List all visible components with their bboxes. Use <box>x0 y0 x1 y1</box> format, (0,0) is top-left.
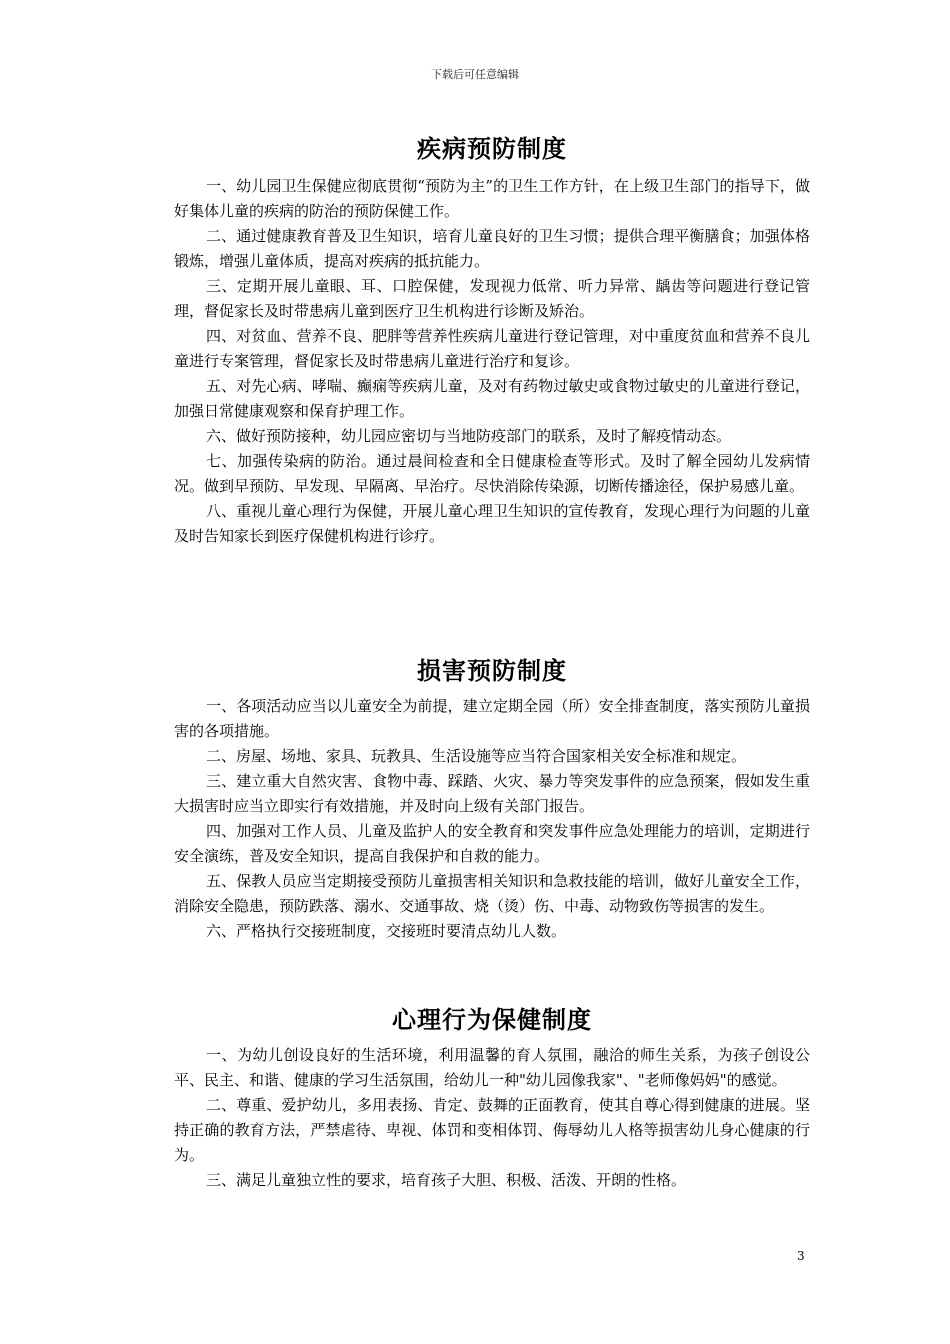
paragraph: 三、建立重大自然灾害、食物中毒、踩踏、火灾、暴力等突发事件的应急预案，假如发生重大损害时应当立即实行有效措施，并及时向上级有关部门报告。 <box>174 772 810 815</box>
paragraph: 六、严格执行交接班制度，交接班时要清点幼儿人数。 <box>206 922 567 940</box>
paragraph: 一、为幼儿创设良好的生活环境，利用温馨的育人氛围，融洽的师生关系，为孩子创设公平、民主、和谐、健康的学习生活氛围，给幼儿一种"幼儿园像我家"、"老师像妈妈"的感觉。 <box>174 1046 810 1089</box>
paragraph: 四、对贫血、营养不良、肥胖等营养性疾病儿童进行登记管理，对中重度贫血和营养不良儿童进行专案管理，督促家长及时带患病儿童进行治疗和复诊。 <box>174 327 810 370</box>
paragraph: 一、各项活动应当以儿童安全为前提，建立定期全园（所）安全排查制度，落实预防儿童损害的各项措施。 <box>174 697 810 740</box>
paragraph: 六、做好预防接种，幼儿园应密切与当地防疫部门的联系，及时了解疫情动态。 <box>206 427 732 445</box>
section-title: 疾病预防制度 <box>417 134 567 163</box>
section-title: 心理行为保健制度 <box>392 1005 592 1034</box>
paragraph: 五、对先心病、哮喘、癫痫等疾病儿童，及对有药物过敏史或食物过敏史的儿童进行登记，加强日常健康观察和保育护理工作。 <box>174 377 810 420</box>
paragraph: 一、幼儿园卫生保健应彻底贯彻“预防为主”的卫生工作方针，在上级卫生部门的指导下，做好集体儿童的疾病的防治的预防保健工作。 <box>174 177 810 220</box>
section-disease-prevention <box>174 134 810 549</box>
section-injury-prevention <box>174 656 810 944</box>
paragraph: 二、通过健康教育普及卫生知识，培育儿童良好的卫生习惯；提供合理平衡膳食；加强体格锻炼，增强儿童体质，提高对疾病的抵抗能力。 <box>174 227 810 270</box>
page-number: 3 <box>797 1249 805 1263</box>
paragraph: 三、定期开展儿童眼、耳、口腔保健，发现视力低常、听力异常、龋齿等问题进行登记管理，督促家长及时带患病儿童到医疗卫生机构进行诊断及矫治。 <box>174 277 810 320</box>
section-psychological-health <box>174 1005 810 1193</box>
page-header: 下载后可任意编辑 <box>431 68 519 81</box>
paragraph: 八、重视儿童心理行为保健，开展儿童心理卫生知识的宣传教育，发现心理行为问题的儿童及时告知家长到医疗保健机构进行诊疗。 <box>174 502 810 545</box>
section-title: 损害预防制度 <box>417 656 567 685</box>
paragraph: 四、加强对工作人员、儿童及监护人的安全教育和突发事件应急处理能力的培训，定期进行安全演练，普及安全知识，提高自我保护和自救的能力。 <box>174 822 810 865</box>
paragraph: 二、房屋、场地、家具、玩教具、生活设施等应当符合国家相关安全标准和规定。 <box>206 747 747 765</box>
paragraph: 二、尊重、爱护幼儿，多用表扬、肯定、鼓舞的正面教育，使其自尊心得到健康的进展。坚持正确的教育方法，严禁虐待、卑视、体罚和变相体罚、侮辱幼儿人格等损害幼儿身心健康的行为。 <box>174 1096 810 1164</box>
paragraph: 三、满足儿童独立性的要求，培育孩子大胆、积极、活泼、开朗的性格。 <box>206 1171 687 1189</box>
paragraph: 七、加强传染病的防治。通过晨间检查和全日健康检查等形式。及时了解全园幼儿发病情况。做到早预防、早发现、早隔离、早治疗。尽快消除传染源，切断传播途径，保护易感儿童。 <box>174 452 810 495</box>
paragraph: 五、保教人员应当定期接受预防儿童损害相关知识和急救技能的培训，做好儿童安全工作，消除安全隐患，预防跌落、溺水、交通事故、烧（烫）伤、中毒、动物致伤等损害的发生。 <box>174 872 810 915</box>
